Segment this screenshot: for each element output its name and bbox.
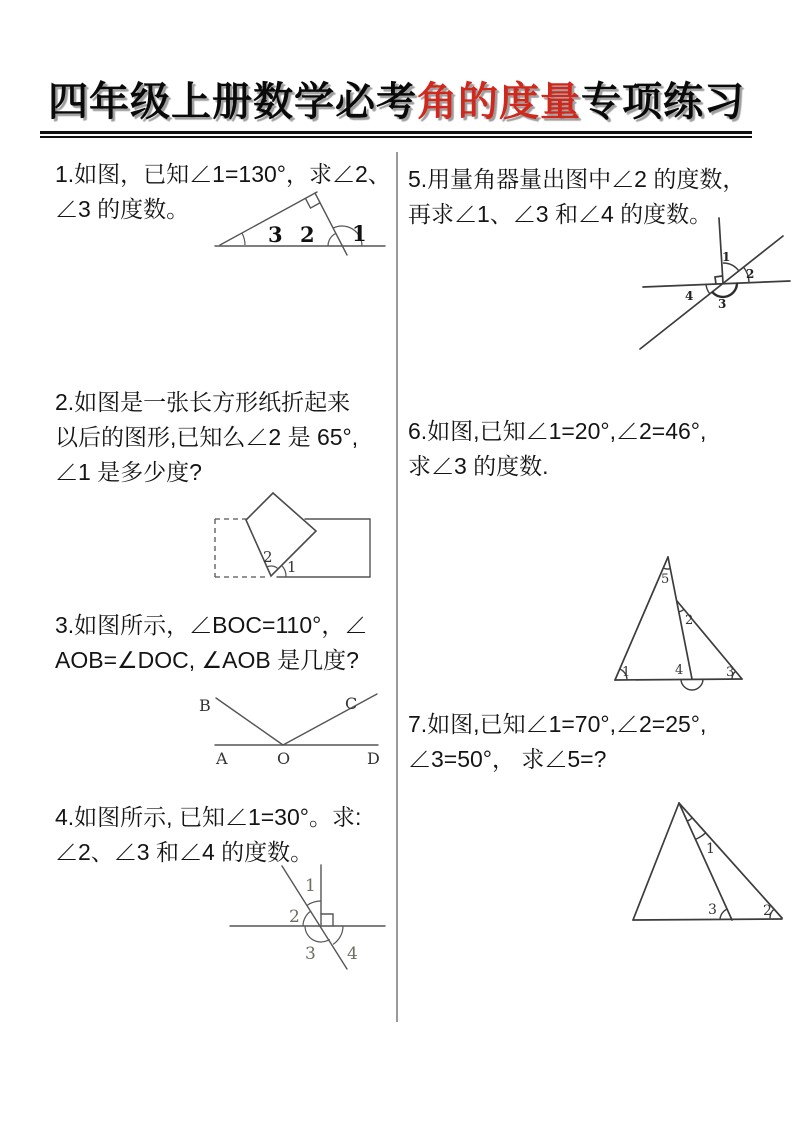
triangle-left-edge (633, 803, 679, 920)
angle-label: 3 (268, 222, 283, 247)
angle-arc-3 (305, 926, 330, 942)
problem-line: 2.如图是一张长方形纸折起来 (55, 389, 351, 415)
angle-arc-4 (681, 679, 703, 690)
angle-label: 2 (746, 267, 755, 281)
folded-flap (246, 493, 316, 576)
angle-arc-4 (333, 926, 343, 944)
problem-line: ∠1 是多少度? (55, 459, 202, 485)
angle-arc-2 (328, 234, 336, 247)
problem-line: 6.如图,已知∠1=20°,∠2=46°, (408, 418, 707, 444)
angle-label: 4 (685, 289, 694, 303)
apex-arc (687, 818, 692, 821)
angle-label: 3 (718, 297, 727, 311)
angle-label: 1 (287, 558, 297, 576)
angle-arc-3 (720, 909, 727, 920)
problem-line: AOB=∠DOC, ∠AOB 是几度? (55, 647, 359, 673)
angle-arc-1 (696, 833, 706, 840)
problem-line: 7.如图,已知∠1=70°,∠2=25°, (408, 711, 707, 737)
title-part-highlight: 角的度量 (417, 80, 581, 124)
angle-label: 2 (289, 907, 300, 927)
problem-6-text (408, 414, 706, 484)
angle-label: 4 (347, 944, 358, 964)
point-label: D (367, 749, 380, 768)
title-part-right: 专项练习 (581, 80, 745, 124)
triangle-right-edge (679, 803, 782, 918)
angle-arc-1 (307, 901, 321, 905)
problem-line: 1.如图，已知∠1=130°，求∠2、 (55, 161, 391, 187)
problem-line: ∠3=50°， 求∠5=? (408, 746, 607, 772)
angle-label: 3 (305, 944, 316, 964)
angle-arc-5 (663, 568, 670, 569)
title-part-left: 四年级上册数学必考 (48, 80, 417, 124)
point-label: A (216, 749, 228, 768)
ray-OB (216, 698, 283, 745)
point-label: O (277, 749, 291, 768)
problem-line: 4.如图所示, 已知∠1=30°。求: (55, 804, 362, 830)
figure-problem-5 (615, 200, 793, 350)
angle-label: 1 (706, 841, 715, 857)
angle-label: 1 (352, 221, 367, 246)
figure-problem-2 (200, 482, 380, 582)
base-line (633, 919, 782, 920)
right-angle-mark (715, 276, 722, 284)
problem-line: 求∠3 的度数. (408, 453, 549, 479)
title-underline-top (40, 131, 752, 134)
problem-line: ∠2、∠3 和∠4 的度数。 (55, 839, 314, 865)
problem-line: 5.用量角器量出图中∠2 的度数， (408, 166, 746, 192)
problem-line: ∠3 的度数。 (55, 196, 190, 222)
problem-line: 3.如图所示，∠BOC=110°，∠ (55, 612, 368, 638)
angle-arc-1 (723, 263, 739, 271)
angle-label: 2 (685, 613, 694, 628)
angle-label: 3 (726, 665, 735, 680)
problem-line: 再求∠1、∠3 和∠4 的度数。 (408, 201, 713, 227)
angle-label: 1 (722, 250, 731, 264)
ray-OC (283, 694, 377, 745)
angle-label: 2 (263, 548, 273, 566)
angle-label: 1 (305, 876, 316, 896)
angle-label: 4 (675, 663, 684, 678)
problem-2-text (55, 385, 358, 490)
figure-problem-7 (600, 782, 793, 927)
angle-label: 3 (708, 902, 717, 918)
problem-line: 以后的图形,已知么∠2 是 65°, (55, 424, 359, 450)
figure-problem-4 (225, 855, 390, 985)
angle-label: 5 (661, 572, 670, 587)
figure-problem-6 (592, 543, 792, 688)
base-line (615, 679, 742, 680)
angle-arc-2 (303, 911, 311, 926)
angle-arc-2 (679, 609, 684, 611)
angle-label: 2 (763, 903, 772, 919)
right-angle-mark (321, 914, 333, 926)
point-label: B (199, 696, 211, 715)
angle-arc-1 (282, 565, 286, 576)
angle-arc-3 (242, 233, 245, 245)
page-title (0, 70, 793, 127)
figure-problem-3 (190, 688, 388, 768)
point-label: C (345, 694, 358, 713)
column-divider (396, 152, 398, 1022)
title-underline-bottom (40, 136, 752, 138)
angle-label: 2 (300, 222, 315, 247)
problem-7-text (408, 707, 706, 777)
figure-problem-1 (195, 180, 390, 275)
angle-label: 1 (622, 665, 631, 680)
problem-3-text (55, 608, 367, 678)
